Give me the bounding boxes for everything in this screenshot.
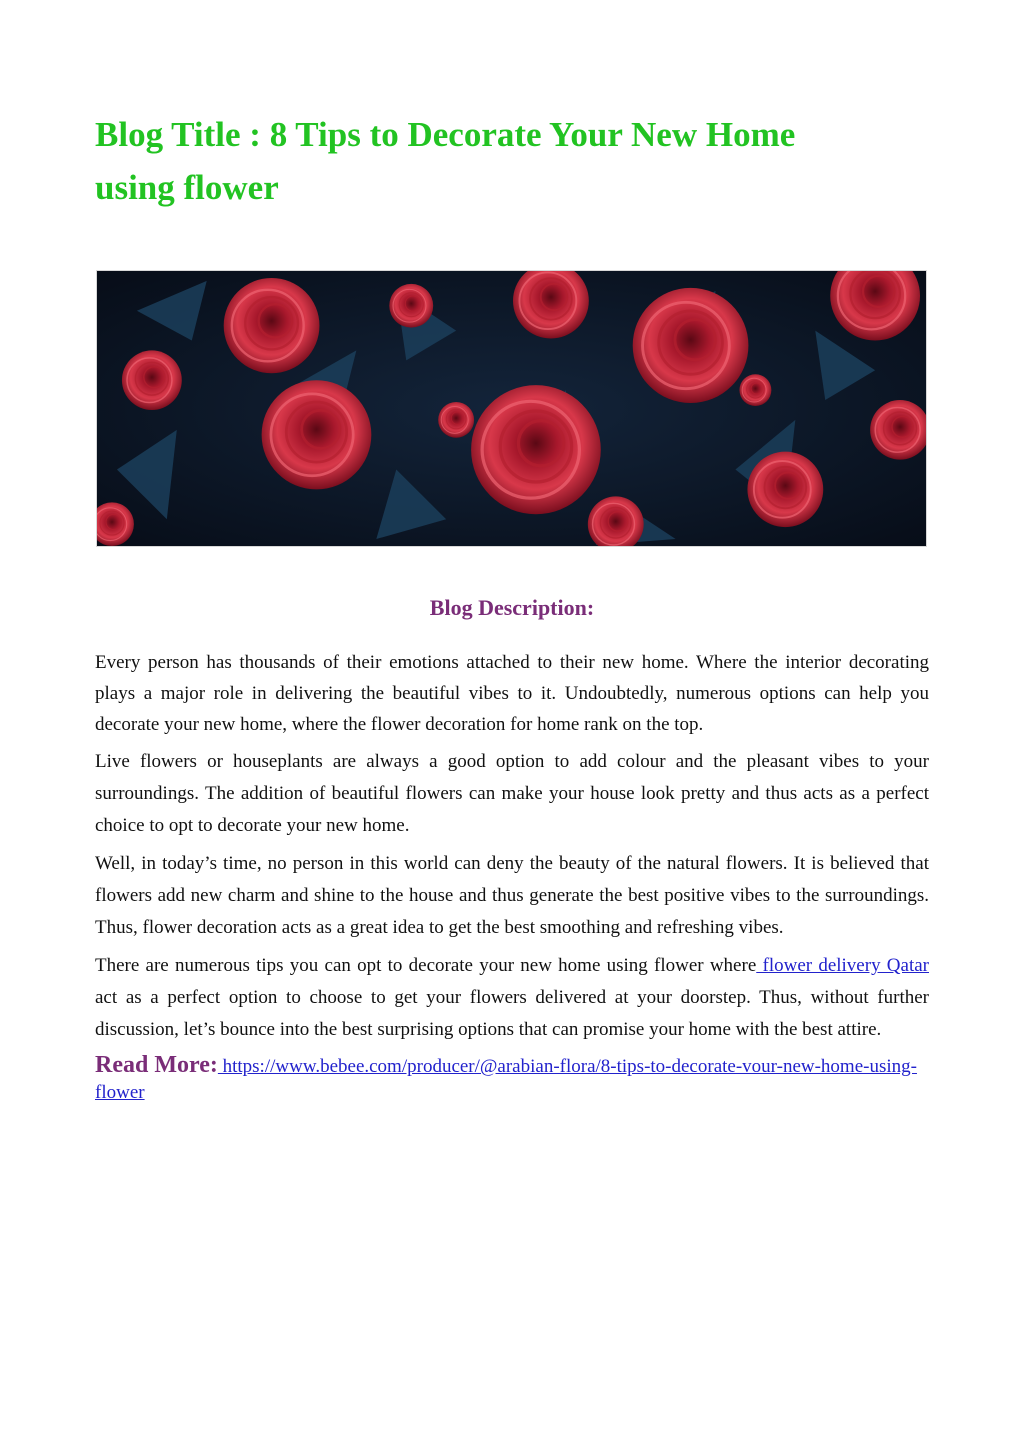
rose-5 — [471, 385, 601, 514]
paragraph-4 — [95, 950, 929, 1046]
read-more — [95, 1052, 929, 1106]
hero-image — [96, 270, 927, 547]
paragraph-4-text-before: There are numerous tips you can opt to decorate your new home using flower where — [95, 955, 757, 976]
rose-3 — [122, 350, 182, 410]
flower-delivery-qatar-link[interactable]: flower delivery Qatar — [756, 955, 929, 976]
roses-illustration — [97, 271, 926, 546]
read-more-label: Read More: — [95, 1052, 218, 1078]
description-heading: Blog Description: — [429, 595, 595, 620]
rose-2 — [262, 380, 372, 489]
paragraph-2: Live flowers or houseplants are always a good option to add colour and the pleasant vibes to your surroundings. The addition of beautiful flowers can make your house look pretty and thus acts as a perfect choice to opt to decorate your new home. — [95, 751, 929, 836]
rose-8 — [747, 452, 823, 527]
rose-4 — [389, 284, 433, 328]
paragraph-3: Well, in today’s time, no person in this world can deny the beauty of the natural flowers. It is believed that flowers add new charm and shine to the house and thus generate the best positive vibes to the surroundings. Thus, flower decoration acts as a great idea to get the best smoothing and refreshing vibes. — [95, 853, 929, 938]
blog-title: Blog Title : 8 Tips to Decorate Your New Home using flower — [95, 115, 796, 207]
rose-1 — [224, 278, 320, 373]
paragraph-1: Every person has thousands of their emotions attached to their new home. Where the interior decorating plays a major role in delivering the beautiful vibes to it. Undoubtedly, numerous options can help you decorate your new home, where the flower decoration for home rank on the top. — [95, 652, 929, 735]
rose-13 — [438, 402, 474, 438]
rose-7 — [633, 288, 749, 403]
read-more-link[interactable]: https://www.bebee.com/producer/@arabian-flora/8-tips-to-decorate-vour-new-home-using-flower — [95, 1056, 917, 1103]
article-body — [95, 647, 929, 1106]
paragraph-4-text-after: act as a perfect option to choose to get your flowers delivered at your doorstep. Thus, without further discussion, let’s bounce into the best surprising options that can promise your home with the best attire. — [95, 987, 929, 1040]
